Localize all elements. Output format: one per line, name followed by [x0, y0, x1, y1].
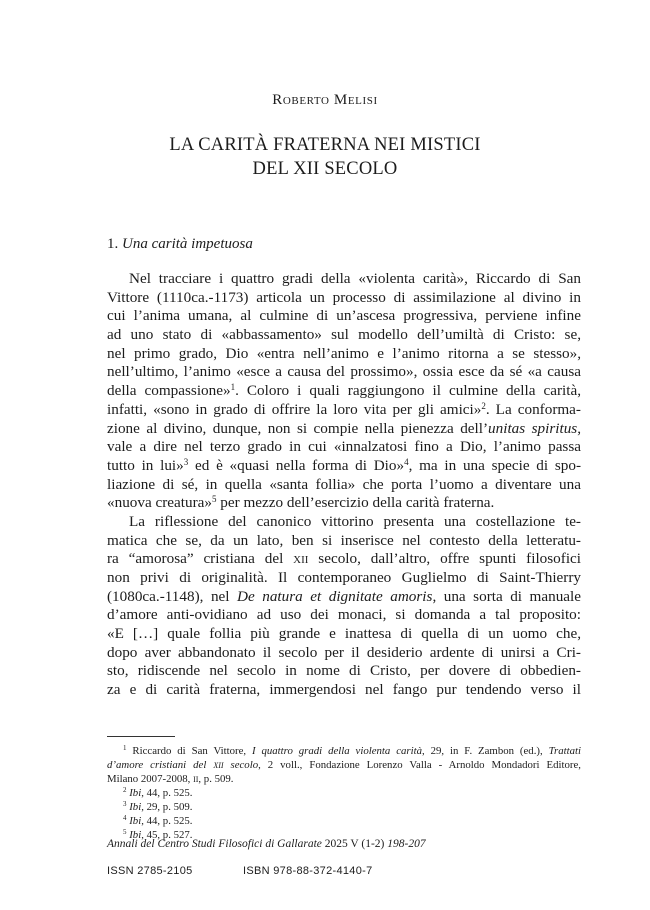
text-line: za e di carità fraterna, immergendosi nel fango pur tendendo verso il: [107, 681, 581, 699]
body-text: [107, 270, 581, 700]
italic-term: Ibi: [129, 801, 142, 813]
text-span: , 44, p. 525.: [141, 787, 193, 799]
footnote-ref[interactable]: 2: [481, 400, 486, 411]
text-line: [107, 457, 581, 476]
text-line: «E […] quale follia più grande e inattesa di quella di un uomo che,: [107, 625, 581, 643]
footnote-mark: 4: [123, 814, 127, 822]
text-span: ,: [577, 419, 581, 437]
text-span: della compassione»: [107, 382, 231, 400]
footnote-mark: 2: [123, 786, 127, 794]
footnote-mark: 3: [123, 800, 127, 808]
text-line: [107, 382, 581, 401]
text-line: ad uno stato di «abbassamento» sul modello dell’umiltà di Cristo: se,: [107, 326, 581, 344]
text-line: Nel tracciare i quattro gradi della «violenta carità», Riccardo di San: [129, 270, 581, 287]
footnote-line: [107, 758, 581, 772]
text-line: liazione di sé, in quella «santa follia» che porta l’uomo a diventare una: [107, 475, 581, 493]
text-span: , p. 509.: [198, 773, 234, 785]
text-span: tutto in lui»: [107, 456, 184, 474]
text-span: Riccardo di San Vittore,: [132, 745, 252, 757]
text-line: [107, 588, 581, 607]
italic-term: unitas spiritus: [488, 419, 578, 437]
footnotes: [107, 744, 581, 842]
author-name: Roberto Melisi: [272, 92, 378, 108]
text-span: , 2 voll., Fondazione Lorenzo Valla - Arnoldo Mondadori Editore,: [258, 759, 581, 771]
text-span: «nuova creatura»: [107, 494, 212, 512]
text-span: , 44, p. 525.: [141, 815, 193, 827]
footnote-mark: 5: [123, 828, 127, 836]
section-number: 1.: [107, 236, 122, 252]
text-line: sto, ridiscende nel secolo in nome di Cristo, per dovere di obbedien-: [107, 662, 581, 680]
text-span: , 29, in F. Zambon (ed.),: [422, 745, 549, 757]
roman-numeral: xii: [293, 550, 309, 568]
text-line: [107, 401, 581, 420]
footnote-line: [107, 772, 581, 786]
footnote-line: [107, 800, 581, 814]
section-heading: [107, 236, 253, 253]
text-span: zione al divino, dunque, non si compie nella pienezza dell’: [107, 419, 489, 437]
text-line: d’amore anti-ovidiano ad uso dei monaci, si domanda a tal proposito:: [107, 606, 581, 624]
italic-title: De natura et dignitate amoris: [237, 587, 433, 605]
text-line: [107, 420, 581, 439]
text-line: non privi di originalità. Il contemporaneo Guglielmo di Saint-Thierry: [107, 569, 581, 586]
issn: ISSN 2785-2105: [107, 865, 193, 877]
text-span: , 29, p. 509.: [141, 801, 193, 813]
text-line: nel primo grado, Dio «entra nell’animo e l’animo ritorna a se stesso»,: [107, 344, 581, 362]
italic-term: Ibi: [129, 815, 142, 827]
section-label: Una carità impetuosa: [122, 236, 253, 252]
footnote-ref[interactable]: 1: [230, 382, 236, 393]
footnote-line: [107, 744, 581, 758]
journal-name: Annali del Centro Studi Filosofici di Gallarate: [107, 838, 322, 850]
text-line: vale a dire nel terzo grado in cui «innalzatosi fino a Dio, l’animo passa: [107, 438, 581, 456]
italic-term: Ibi: [129, 829, 142, 841]
italic-title: Trattati: [548, 745, 582, 757]
text-span: per mezzo dell’esercizio della carità fraterna.: [216, 494, 495, 512]
text-line: [107, 550, 581, 569]
text-span: , una sorta di manuale: [432, 587, 581, 605]
italic-title: I quattro gradi della violenta carità: [252, 745, 423, 757]
journal-pages: 198-207: [387, 838, 426, 850]
text-line: La riflessione del canonico vittorino presenta una costellazione te-: [129, 512, 581, 530]
text-line: matica che se, da un lato, ben si inserisce nel contesto della letteratu-: [107, 531, 581, 549]
text-span: Milano 2007-2008,: [107, 773, 194, 785]
text-span: . Coloro i quali raggiungono il culmine della carità,: [235, 382, 582, 400]
footnote-mark: 1: [123, 744, 127, 752]
text-span: infatti, «sono in grado di offrire la loro vita per gli amici»: [107, 400, 482, 418]
text-span: . La conforma-: [485, 400, 581, 418]
identifiers: [107, 865, 373, 877]
text-span: secolo, dall’altro, offre spunti filosofici: [308, 550, 581, 568]
text-line: nell’ultimo, l’animo «esce a causa del prossimo», ossia esce da sé «a causa: [107, 363, 581, 381]
journal-citation: [107, 838, 426, 850]
article-title: [0, 133, 650, 181]
footnote-ref[interactable]: 3: [183, 456, 189, 467]
text-line: cui l’anima umana, al culmine di un’ascesa progressiva, perviene infine: [107, 307, 581, 325]
footnote-ref[interactable]: 5: [212, 494, 217, 505]
text-line: Vittore (1110ca.-1173) articola un processo di assimilazione al divino in: [107, 288, 581, 306]
text-span: (1080ca.-1148), nel: [107, 587, 238, 605]
text-span: ed è «quasi nella forma di Dio»: [188, 456, 405, 474]
roman-numeral: ii: [193, 773, 199, 785]
footnote-line: [107, 786, 581, 800]
journal-volume: 2025 V (1-2): [321, 838, 388, 850]
text-span: , 45, p. 527.: [141, 829, 193, 841]
italic-title: d’amore cristiani del: [107, 759, 214, 771]
text-span: ra “amorosa” cristiana del: [107, 550, 294, 568]
title-line-2: DEL XII SECOLO: [252, 159, 398, 179]
footnote-divider: [107, 736, 175, 737]
footnote-line: [107, 814, 581, 828]
text-line: dopo aver abbandonato il secolo per il desiderio ardente di unirsi a Cri-: [107, 643, 581, 661]
italic-term: Ibi: [129, 787, 142, 799]
isbn: ISBN 978-88-372-4140-7: [243, 865, 373, 877]
title-line-1: LA CARITÀ FRATERNA NEI MISTICI: [169, 135, 481, 155]
text-span: , ma in una specie di spo-: [408, 456, 581, 474]
text-line: [107, 494, 581, 513]
italic-title: secolo: [223, 759, 259, 771]
roman-numeral: xii: [213, 759, 224, 771]
footnote-ref[interactable]: 4: [404, 456, 409, 467]
